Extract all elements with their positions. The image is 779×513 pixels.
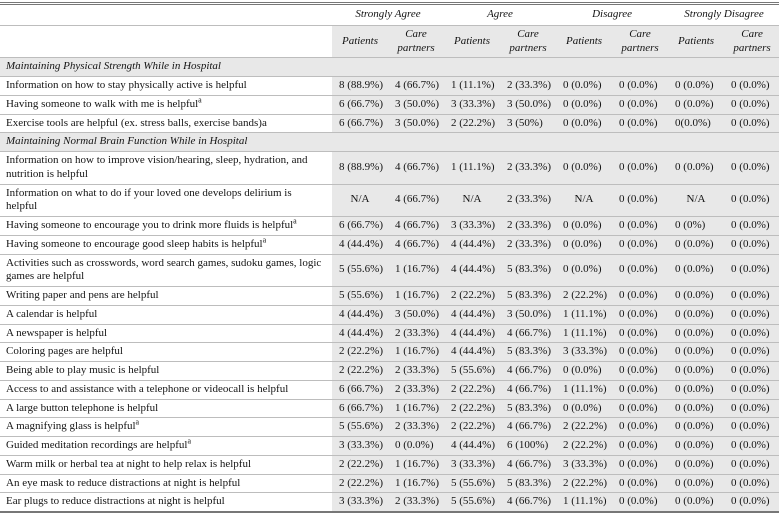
value-cell: 0 (0.0%)	[724, 95, 779, 114]
value-cell: N/A	[556, 184, 612, 217]
value-cell: 0 (0.0%)	[612, 343, 668, 362]
value-cell: 0 (0.0%)	[556, 217, 612, 236]
value-cell: 2 (22.2%)	[444, 287, 500, 306]
value-cell: 1 (11.1%)	[444, 152, 500, 185]
value-cell: 2 (22.2%)	[444, 114, 500, 133]
value-cell: 0 (0.0%)	[612, 114, 668, 133]
value-cell: N/A	[332, 184, 388, 217]
row-label: An eye mask to reduce distractions at night is helpful	[0, 474, 332, 493]
row-label: A magnifying glass is helpful$^a$	[0, 418, 332, 437]
value-cell: 0 (0.0%)	[668, 343, 724, 362]
value-cell: 2 (22.2%)	[556, 474, 612, 493]
sub-column-care-partners: Care partners	[500, 25, 556, 58]
value-cell: 5 (83.3%)	[500, 474, 556, 493]
value-cell: 2 (22.2%)	[556, 418, 612, 437]
value-cell: 4 (66.7%)	[500, 362, 556, 381]
value-cell: 8 (88.9%)	[332, 152, 388, 185]
value-cell: 2 (22.2%)	[444, 418, 500, 437]
value-cell: 0 (0.0%)	[556, 254, 612, 287]
column-group-agree: Agree	[444, 4, 556, 26]
table-row	[0, 287, 779, 306]
value-cell: 2 (22.2%)	[444, 399, 500, 418]
sub-header-row	[0, 25, 779, 58]
value-cell: 3 (33.3%)	[556, 455, 612, 474]
value-cell: N/A	[444, 184, 500, 217]
value-cell: 4 (66.7%)	[388, 184, 444, 217]
table-row	[0, 362, 779, 381]
value-cell: 0 (0.0%)	[612, 474, 668, 493]
value-cell: 0 (0.0%)	[724, 114, 779, 133]
value-cell: 2 (33.3%)	[388, 493, 444, 512]
value-cell: 3 (50.0%)	[388, 95, 444, 114]
value-cell: 0 (0.0%)	[724, 184, 779, 217]
value-cell: 4 (44.4%)	[332, 324, 388, 343]
value-cell: 2 (22.2%)	[556, 437, 612, 456]
table-row	[0, 418, 779, 437]
value-cell: 0 (0.0%)	[612, 254, 668, 287]
value-cell: 4 (44.4%)	[332, 235, 388, 254]
sub-column-care-partners: Care partners	[612, 25, 668, 58]
value-cell: 0 (0.0%)	[724, 217, 779, 236]
table-row	[0, 235, 779, 254]
value-cell: 3 (50.0%)	[388, 305, 444, 324]
value-cell: 6 (66.7%)	[332, 95, 388, 114]
row-label: Information on how to improve vision/hearing, sleep, hydration, and nutrition is helpful	[0, 152, 332, 185]
value-cell: 0 (0.0%)	[612, 152, 668, 185]
sub-column-patients: Patients	[444, 25, 500, 58]
value-cell: 5 (83.3%)	[500, 254, 556, 287]
footnote-marker: a	[198, 95, 202, 105]
value-cell: 4 (66.7%)	[388, 77, 444, 96]
value-cell: 0 (0.0%)	[668, 235, 724, 254]
section-title: Maintaining Normal Brain Function While in Hospital	[0, 133, 779, 152]
value-cell: 0 (0.0%)	[668, 474, 724, 493]
value-cell: 3 (33.3%)	[444, 455, 500, 474]
value-cell: 5 (83.3%)	[500, 399, 556, 418]
value-cell: 0 (0.0%)	[556, 399, 612, 418]
value-cell: 0 (0.0%)	[612, 184, 668, 217]
value-cell: 4 (66.7%)	[500, 493, 556, 512]
section-row	[0, 58, 779, 77]
value-cell: 2 (33.3%)	[500, 77, 556, 96]
value-cell: 0 (0.0%)	[612, 235, 668, 254]
table-row	[0, 217, 779, 236]
value-cell: 0 (0.0%)	[668, 287, 724, 306]
row-label: Being able to play music is helpful	[0, 362, 332, 381]
value-cell: 4 (44.4%)	[444, 343, 500, 362]
footnote-marker: a	[293, 216, 297, 226]
table-row	[0, 152, 779, 185]
value-cell: 4 (44.4%)	[444, 324, 500, 343]
row-label: Having someone to encourage good sleep habits is helpful$^a$	[0, 235, 332, 254]
value-cell: 0 (0.0%)	[724, 235, 779, 254]
value-cell: 0(0.0%)	[668, 114, 724, 133]
value-cell: 0 (0.0%)	[556, 95, 612, 114]
row-label: A large button telephone is helpful	[0, 399, 332, 418]
value-cell: 3 (50.0%)	[500, 95, 556, 114]
value-cell: 0 (0.0%)	[724, 455, 779, 474]
table-body	[0, 58, 779, 512]
row-label: Access to and assistance with a telephone or videocall is helpful	[0, 380, 332, 399]
table-row	[0, 184, 779, 217]
value-cell: 0 (0.0%)	[668, 324, 724, 343]
value-cell: 4 (44.4%)	[444, 254, 500, 287]
value-cell: 0 (0.0%)	[668, 493, 724, 512]
value-cell: 3 (33.3%)	[444, 217, 500, 236]
value-cell: 0 (0.0%)	[724, 474, 779, 493]
value-cell: 1 (16.7%)	[388, 343, 444, 362]
value-cell: 4 (66.7%)	[388, 217, 444, 236]
section-row	[0, 133, 779, 152]
table-row	[0, 493, 779, 512]
value-cell: 8 (88.9%)	[332, 77, 388, 96]
value-cell: 3 (33.3%)	[556, 343, 612, 362]
table-row	[0, 380, 779, 399]
value-cell: 0 (0.0%)	[612, 418, 668, 437]
sub-column-care-partners: Care partners	[388, 25, 444, 58]
sub-column-care-partners: Care partners	[724, 25, 779, 58]
value-cell: 4 (44.4%)	[444, 305, 500, 324]
row-label: Having someone to walk with me is helpful$^a$	[0, 95, 332, 114]
value-cell: 1 (11.1%)	[556, 493, 612, 512]
value-cell: 2 (33.3%)	[388, 362, 444, 381]
value-cell: 0 (0.0%)	[612, 455, 668, 474]
row-label: A newspaper is helpful	[0, 324, 332, 343]
table-row	[0, 305, 779, 324]
value-cell: 0 (0.0%)	[612, 217, 668, 236]
value-cell: 0 (0.0%)	[724, 343, 779, 362]
value-cell: 0 (0.0%)	[724, 362, 779, 381]
value-cell: 0 (0.0%)	[724, 305, 779, 324]
value-cell: 1 (16.7%)	[388, 254, 444, 287]
row-label: Information on how to stay physically active is helpful	[0, 77, 332, 96]
value-cell: 0 (0.0%)	[724, 254, 779, 287]
value-cell: 0 (0.0%)	[668, 152, 724, 185]
footnote-marker: a	[187, 436, 192, 446]
value-cell: 0 (0.0%)	[724, 437, 779, 456]
value-cell: 4 (44.4%)	[444, 235, 500, 254]
row-label: Guided meditation recordings are helpful$^a$	[0, 437, 332, 456]
value-cell: 0 (0.0%)	[724, 493, 779, 512]
value-cell: 4 (66.7%)	[388, 152, 444, 185]
value-cell: 2 (33.3%)	[388, 380, 444, 399]
table-row	[0, 399, 779, 418]
value-cell: 0 (0.0%)	[556, 77, 612, 96]
value-cell: 4 (66.7%)	[500, 324, 556, 343]
value-cell: 3 (33.3%)	[444, 95, 500, 114]
value-cell: 6 (66.7%)	[332, 380, 388, 399]
value-cell: 3 (33.3%)	[332, 437, 388, 456]
value-cell: 0 (0.0%)	[612, 437, 668, 456]
value-cell: 2 (33.3%)	[388, 324, 444, 343]
value-cell: 0 (0.0%)	[556, 114, 612, 133]
sub-column-patients: Patients	[668, 25, 724, 58]
row-label: Coloring pages are helpful	[0, 343, 332, 362]
value-cell: 0 (0.0%)	[668, 455, 724, 474]
value-cell: 3 (50.0%)	[500, 305, 556, 324]
value-cell: 6 (66.7%)	[332, 217, 388, 236]
value-cell: 0 (0.0%)	[724, 399, 779, 418]
value-cell: 0 (0.0%)	[388, 437, 444, 456]
value-cell: 0 (0.0%)	[724, 418, 779, 437]
column-group-strongly-disagree: Strongly Disagree	[668, 4, 779, 26]
value-cell: 1 (11.1%)	[444, 77, 500, 96]
value-cell: 2 (33.3%)	[500, 217, 556, 236]
value-cell: 5 (55.6%)	[332, 254, 388, 287]
value-cell: 0 (0.0%)	[724, 380, 779, 399]
footnote-marker: a	[262, 235, 267, 245]
corner-cell	[0, 4, 332, 26]
value-cell: 0 (0.0%)	[612, 95, 668, 114]
value-cell: 1 (11.1%)	[556, 305, 612, 324]
value-cell: 5 (83.3%)	[500, 287, 556, 306]
value-cell: 1 (16.7%)	[388, 474, 444, 493]
value-cell: 5 (55.6%)	[444, 362, 500, 381]
value-cell: 0 (0.0%)	[612, 77, 668, 96]
value-cell: 0 (0.0%)	[724, 152, 779, 185]
section-title: Maintaining Physical Strength While in Hospital	[0, 58, 779, 77]
sub-column-patients: Patients	[556, 25, 612, 58]
value-cell: N/A	[668, 184, 724, 217]
column-group-strongly-agree: Strongly Agree	[332, 4, 444, 26]
value-cell: 0 (0.0%)	[724, 77, 779, 96]
table-row	[0, 95, 779, 114]
row-label: Having someone to encourage you to drink more fluids is helpful$^a$	[0, 217, 332, 236]
table-row	[0, 254, 779, 287]
value-cell: 2 (22.2%)	[332, 343, 388, 362]
value-cell: 0 (0.0%)	[724, 287, 779, 306]
value-cell: 0 (0.0%)	[668, 95, 724, 114]
value-cell: 0 (0.0%)	[668, 399, 724, 418]
value-cell: 0 (0.0%)	[556, 362, 612, 381]
value-cell: 0 (0.0%)	[612, 380, 668, 399]
value-cell: 2 (22.2%)	[332, 362, 388, 381]
table-row	[0, 343, 779, 362]
value-cell: 2 (33.3%)	[500, 235, 556, 254]
value-cell: 0 (0.0%)	[612, 399, 668, 418]
value-cell: 6 (66.7%)	[332, 399, 388, 418]
value-cell: 0 (0.0%)	[668, 362, 724, 381]
value-cell: 0 (0.0%)	[724, 324, 779, 343]
sub-column-patients: Patients	[332, 25, 388, 58]
value-cell: 0 (0.0%)	[668, 380, 724, 399]
row-label: Writing paper and pens are helpful	[0, 287, 332, 306]
row-label: Ear plugs to reduce distractions at night is helpful	[0, 493, 332, 512]
value-cell: 2 (22.2%)	[444, 380, 500, 399]
row-label: A calendar is helpful	[0, 305, 332, 324]
table-row	[0, 77, 779, 96]
value-cell: 4 (66.7%)	[500, 418, 556, 437]
corner-cell-empty	[0, 25, 332, 58]
value-cell: 0 (0.0%)	[668, 305, 724, 324]
value-cell: 1 (16.7%)	[388, 455, 444, 474]
value-cell: 5 (55.6%)	[444, 474, 500, 493]
value-cell: 6 (100%)	[500, 437, 556, 456]
table-row	[0, 437, 779, 456]
table-row	[0, 324, 779, 343]
table-row	[0, 474, 779, 493]
table-row	[0, 455, 779, 474]
value-cell: 4 (66.7%)	[388, 235, 444, 254]
row-label: Warm milk or herbal tea at night to help relax is helpful	[0, 455, 332, 474]
value-cell: 4 (66.7%)	[500, 455, 556, 474]
value-cell: 1 (11.1%)	[556, 380, 612, 399]
value-cell: 0 (0.0%)	[668, 418, 724, 437]
value-cell: 1 (16.7%)	[388, 287, 444, 306]
value-cell: 0 (0.0%)	[612, 287, 668, 306]
value-cell: 1 (16.7%)	[388, 399, 444, 418]
survey-results-table	[0, 2, 779, 513]
value-cell: 0 (0.0%)	[668, 77, 724, 96]
value-cell: 2 (22.2%)	[332, 455, 388, 474]
column-group-disagree: Disagree	[556, 4, 668, 26]
value-cell: 2 (33.3%)	[500, 184, 556, 217]
row-label: Information on what to do if your loved one develops delirium is helpful	[0, 184, 332, 217]
value-cell: 3 (50%)	[500, 114, 556, 133]
value-cell: 2 (22.2%)	[332, 474, 388, 493]
value-cell: 3 (50.0%)	[388, 114, 444, 133]
value-cell: 2 (22.2%)	[556, 287, 612, 306]
value-cell: 0 (0%)	[668, 217, 724, 236]
value-cell: 4 (44.4%)	[444, 437, 500, 456]
value-cell: 4 (66.7%)	[500, 380, 556, 399]
value-cell: 2 (33.3%)	[388, 418, 444, 437]
group-header-row	[0, 4, 779, 26]
value-cell: 0 (0.0%)	[612, 362, 668, 381]
footnote-marker: a	[135, 417, 140, 427]
value-cell: 0 (0.0%)	[556, 235, 612, 254]
value-cell: 6 (66.7%)	[332, 114, 388, 133]
value-cell: 5 (55.6%)	[332, 287, 388, 306]
value-cell: 0 (0.0%)	[668, 437, 724, 456]
value-cell: 0 (0.0%)	[556, 152, 612, 185]
value-cell: 5 (55.6%)	[444, 493, 500, 512]
table-row	[0, 114, 779, 133]
value-cell: 0 (0.0%)	[668, 254, 724, 287]
value-cell: 1 (11.1%)	[556, 324, 612, 343]
value-cell: 0 (0.0%)	[612, 324, 668, 343]
value-cell: 5 (55.6%)	[332, 418, 388, 437]
value-cell: 3 (33.3%)	[332, 493, 388, 512]
value-cell: 4 (44.4%)	[332, 305, 388, 324]
value-cell: 5 (83.3%)	[500, 343, 556, 362]
row-label: Exercise tools are helpful (ex. stress balls, exercise bands)a	[0, 114, 332, 133]
value-cell: 0 (0.0%)	[612, 305, 668, 324]
value-cell: 2 (33.3%)	[500, 152, 556, 185]
row-label: Activities such as crosswords, word search games, sudoku games, logic games are helpful	[0, 254, 332, 287]
value-cell: 0 (0.0%)	[612, 493, 668, 512]
